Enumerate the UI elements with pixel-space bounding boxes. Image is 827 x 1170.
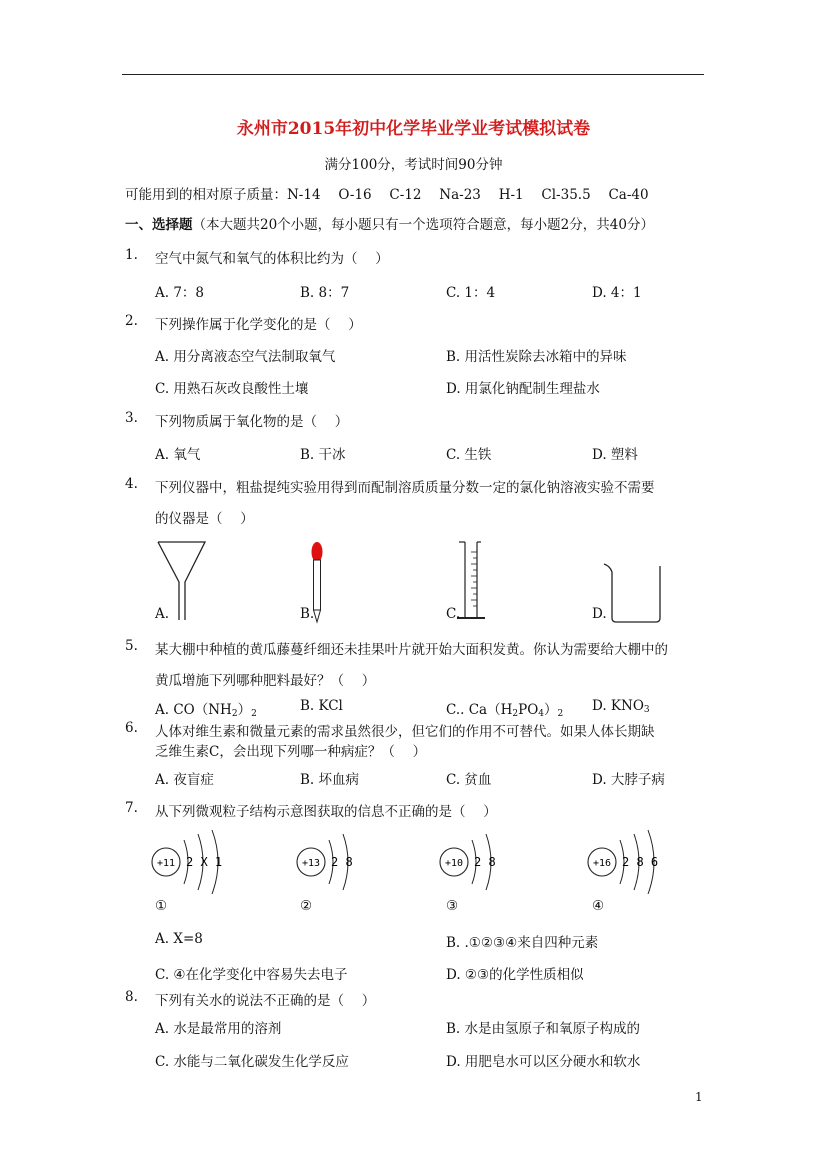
- atom-2-electrons: 2 8: [331, 855, 353, 869]
- q5-option-b: B. KCl: [300, 698, 343, 714]
- q3-number: 3.: [125, 410, 138, 426]
- q7-option-a: A. X=8: [155, 931, 203, 947]
- atom-4-nucleus: +16: [592, 858, 612, 869]
- q5-stem-line1: 某大棚中种植的黄瓜藤蔓纤细还未挂果叶片就开始大面积发黄。你认为需要给大棚中的: [155, 642, 668, 658]
- q6-stem-line2: 乏维生素C，会出现下列哪一种病症？（ ）: [155, 744, 427, 760]
- atom-1-electrons: 2 X 1: [186, 855, 223, 869]
- q2-option-a: A. 用分离液态空气法制取氧气: [155, 349, 336, 365]
- q5-number: 5.: [125, 638, 138, 654]
- q2-number: 2.: [125, 313, 138, 329]
- q1-number: 1.: [125, 247, 138, 263]
- q2-option-b: B. 用活性炭除去冰箱中的异味: [446, 349, 627, 365]
- q8-option-b: B. 水是由氢原子和氧原子构成的: [446, 1021, 641, 1037]
- atom-structure-4: [584, 822, 684, 894]
- q3-option-c: C. 生铁: [446, 447, 492, 463]
- q8-number: 8.: [125, 989, 138, 1005]
- graduated-cylinder-icon: [455, 540, 495, 626]
- q4-stem-line1: 下列仪器中，粗盐提纯实验用得到而配制溶质质量分数一定的氯化钠溶液实验不需要: [155, 480, 655, 496]
- atom-2-nucleus: +13: [301, 858, 321, 869]
- atom-structure-3: [436, 822, 536, 894]
- q7-number: 7.: [125, 800, 138, 816]
- q4-number: 4.: [125, 476, 138, 492]
- q1-option-a: A. 7：8: [155, 285, 205, 301]
- q7-option-c: C. ④在化学变化中容易失去电子: [155, 967, 348, 983]
- q1-option-c: C. 1：4: [446, 285, 496, 301]
- q3-option-a: A. 氧气: [155, 447, 201, 463]
- q5-option-c: C.. $Ca(H_2PO_4)_2$: [446, 702, 564, 719]
- section-note: （本大题共20个小题，每小题只有一个选项符合题意，每小题2分，共40分）: [192, 217, 654, 233]
- q7-option-b: B. .①②③④来自四种元素: [446, 935, 599, 951]
- page-number: 1: [695, 1090, 703, 1104]
- q4-option-a: A.: [155, 606, 170, 622]
- q7-stem: 从下列微观粒子结构示意图获取的信息不正确的是（ ）: [155, 804, 497, 820]
- q8-stem: 下列有关水的说法不正确的是（ ）: [155, 993, 376, 1009]
- section-title: 一、选择题: [125, 217, 193, 233]
- atom-structure-2: [293, 822, 393, 894]
- q4-stem-line2: 的仪器是（ ）: [155, 511, 254, 527]
- q1-option-d: D. 4：1: [592, 285, 642, 301]
- q1-option-b: B. 8：7: [300, 285, 350, 301]
- q6-option-b: B. 坏血病: [300, 772, 360, 788]
- atom-3-electrons: 2 8: [474, 855, 496, 869]
- atom-2-label: ②: [300, 898, 313, 914]
- q7-option-d: D. ②③的化学性质相似: [446, 967, 584, 983]
- q1-stem: 空气中氮气和氧气的体积比约为（ ）: [155, 251, 389, 267]
- beaker-icon: [600, 560, 670, 626]
- q2-stem: 下列操作属于化学变化的是（ ）: [155, 317, 362, 333]
- atomic-masses: 可能用到的相对原子质量：N-14 O-16 C-12 Na-23 H-1 Cl-35.5 Ca-40: [125, 187, 649, 203]
- q5-option-a: A. $CO(NH_2)_2$: [155, 702, 257, 719]
- q6-option-d: D. 大脖子病: [592, 772, 665, 788]
- atom-4-electrons: 2 8 6: [622, 855, 659, 869]
- q2-option-d: D. 用氯化钠配制生理盐水: [446, 381, 600, 397]
- atom-structure-1: [148, 822, 248, 894]
- header-rule: [122, 74, 704, 75]
- q4-option-d: D.: [592, 606, 607, 622]
- q4-option-b: B.: [300, 606, 315, 622]
- q6-option-a: A. 夜盲症: [155, 772, 214, 788]
- q3-stem: 下列物质属于氧化物的是（ ）: [155, 414, 349, 430]
- q6-option-c: C. 贫血: [446, 772, 492, 788]
- atom-4-label: ④: [592, 898, 605, 914]
- q3-option-b: B. 干冰: [300, 447, 346, 463]
- atom-1-label: ①: [155, 898, 168, 914]
- section-heading: [125, 213, 654, 233]
- q5-stem-line2: 黄瓜增施下列哪种肥料最好？（ ）: [155, 673, 376, 689]
- q8-option-d: D. 用肥皂水可以区分硬水和软水: [446, 1054, 641, 1070]
- q6-number: 6.: [125, 720, 138, 736]
- exam-subtitle: 满分100分，考试时间90分钟: [324, 157, 503, 173]
- q2-option-c: C. 用熟石灰改良酸性土壤: [155, 381, 309, 397]
- q3-option-d: D. 塑料: [592, 447, 638, 463]
- exam-title: 永州市2015年初中化学毕业学业考试模拟试卷: [236, 119, 591, 139]
- q4-option-c: C.: [446, 606, 461, 622]
- atom-3-nucleus: +10: [444, 858, 464, 869]
- q5-option-d: D. $KNO_3$: [592, 698, 650, 715]
- q8-option-c: C. 水能与二氧化碳发生化学反应: [155, 1054, 349, 1070]
- q8-option-a: A. 水是最常用的溶剂: [155, 1021, 282, 1037]
- atom-1-nucleus: +11: [156, 858, 176, 869]
- atom-3-label: ③: [446, 898, 459, 914]
- q6-stem-line1: 人体对维生素和微量元素的需求虽然很少，但它们的作用不可替代。如果人体长期缺: [155, 724, 655, 740]
